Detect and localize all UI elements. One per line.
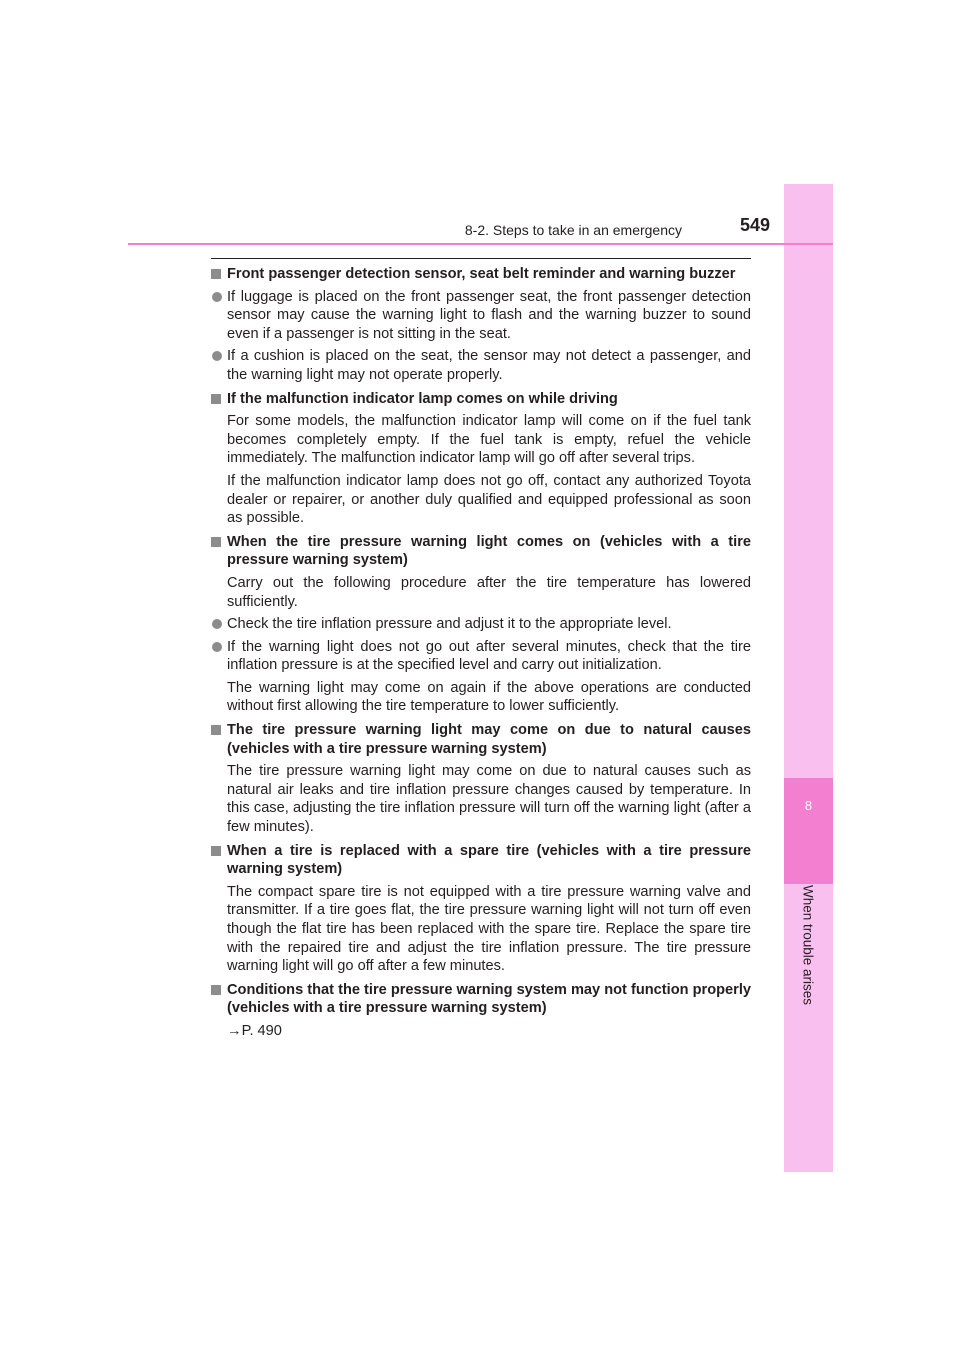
page-number: 549 [740,215,771,235]
section-heading: When the tire pressure warning light comes on (vehicles with a tire pressure warning system) [211,533,751,570]
paragraph: For some models, the malfunction indicator lamp will come on if the fuel tank becomes completely empty. If the fuel tank is empty, refuel the vehicle immediately. The malfunction indicator lamp will go off after several trips. [227,413,751,467]
square-bullet-icon [211,394,221,404]
bullet-item: Check the tire inflation pressure and adjust it to the appropriate level. [211,615,751,634]
page-content [211,265,751,1041]
chapter-number: 8 [804,798,813,813]
section-heading: Conditions that the tire pressure warning system may not function properly (vehicles with a tire pressure warning system) [211,981,751,1018]
section-heading: Front passenger detection sensor, seat belt reminder and warning buzzer [211,265,751,284]
paragraph: If the malfunction indicator lamp does not go off, contact any authorized Toyota dealer or repairer, or another duly qualified and equipped professional as soon as possible. [227,472,751,527]
bullet-item: If a cushion is placed on the seat, the sensor may not detect a passenger, and the warning light may not operate properly. [211,347,751,384]
paragraph: The warning light may come on again if the above operations are conducted without first allowing the tire temperature to lower sufficiently. [227,679,751,715]
paragraph: The tire pressure warning light may come on due to natural causes such as natural air leaks and tire inflation pressure changes caused by temperature. In this case, adjusting the tire inflation pressure will turn off the warning light (after a few minutes). [227,763,751,836]
circle-bullet-icon [212,292,222,302]
paragraph: Carry out the following procedure after the tire temperature has lowered sufficiently. [227,574,751,610]
content-top-rule [211,258,751,259]
chapter-number-box [784,778,833,884]
square-bullet-icon [211,725,221,735]
bullet-item: If the warning light does not go out after several minutes, check that the tire inflation pressure is at the specified level and carry out initialization. [211,638,751,675]
chapter-title: When trouble arises [800,884,816,1006]
chapter-side-tab [784,184,833,1172]
bullet-item: If luggage is placed on the front passenger seat, the front passenger detection sensor may cause the warning light to flash and the warning buzzer to sound even if a passenger is not sitting in the seat. [211,288,751,344]
circle-bullet-icon [212,642,222,652]
header-divider [128,243,833,245]
square-bullet-icon [211,846,221,856]
square-bullet-icon [211,985,221,995]
section-heading: When a tire is replaced with a spare tire (vehicles with a tire pressure warning system) [211,842,751,879]
square-bullet-icon [211,269,221,279]
paragraph: The compact spare tire is not equipped with a tire pressure warning valve and transmitter. If a tire goes flat, the tire pressure warning light will not turn off even though the flat tire has been replaced with the spare tire. Replace the spare tire with the repaired tire and adjust the tire inflation pressure. The tire pressure warning light will go off after a few minutes. [227,883,751,975]
section-heading: If the malfunction indicator lamp comes on while driving [211,390,751,409]
section-title: 8-2. Steps to take in an emergency [464,222,682,238]
circle-bullet-icon [212,619,222,629]
square-bullet-icon [211,537,221,547]
circle-bullet-icon [212,351,222,361]
section-heading: The tire pressure warning light may come on due to natural causes (vehicles with a tire pressure warning system) [211,721,751,758]
page-reference-link[interactable]: →P. 490 [227,1022,282,1039]
